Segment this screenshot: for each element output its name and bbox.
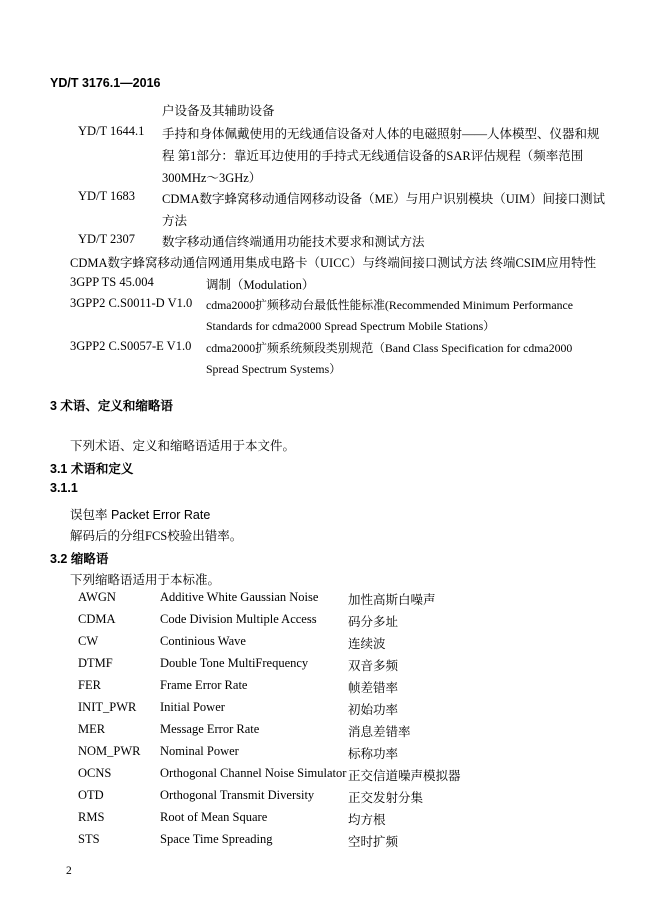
ref-code-yd2307: YD/T 2307: [78, 232, 136, 246]
abbr-english: Continious Wave: [160, 634, 246, 648]
abbreviations-intro: 下列缩略语适用于本标准。: [70, 573, 221, 587]
abbr-chinese: 加性高斯白噪声: [348, 593, 436, 607]
abbr-chinese: 码分多址: [348, 615, 399, 629]
abbr-code: OCNS: [78, 766, 112, 780]
section-3-1-heading: 3.1 术语和定义: [50, 462, 134, 476]
abbr-code: RMS: [78, 810, 105, 824]
abbr-chinese: 空时扩频: [348, 835, 399, 849]
section-3-2-heading: 3.2 缩略语: [50, 552, 109, 566]
ref-code-yd1644: YD/T 1644.1: [78, 124, 145, 138]
abbr-english: Frame Error Rate: [160, 678, 248, 692]
abbr-chinese: 连续波: [348, 637, 386, 651]
ref-code-3gpp2-s0057: 3GPP2 C.S0057-E V1.0: [70, 339, 192, 353]
abbr-english: Code Division Multiple Access: [160, 612, 317, 626]
abbr-code: AWGN: [78, 590, 116, 604]
ref-title-line: Spread Spectrum Systems）: [206, 362, 341, 376]
abbr-code: NOM_PWR: [78, 744, 141, 758]
abbr-english: Message Error Rate: [160, 722, 260, 736]
abbr-code: MER: [78, 722, 106, 736]
ref-title-line: cdma2000扩频移动台最低性能标准(Recommended Minimum Performance: [206, 298, 573, 312]
document-id: YD/T 3176.1—2016: [50, 76, 161, 90]
ref-title-line: 方法: [162, 214, 188, 228]
ref-title-line: 数字移动通信终端通用功能技术要求和测试方法: [162, 235, 425, 249]
ref-title-line: 程 第1部分：靠近耳边使用的手持式无线通信设备的SAR评估规程（频率范围: [162, 149, 584, 163]
ref-cdma-uicc-line: CDMA数字蜂窝移动通信网通用集成电路卡（UICC）与终端间接口测试方法 终端CSIM应用特性: [70, 256, 597, 270]
abbr-chinese: 初始功率: [348, 703, 399, 717]
ref-title-line: CDMA数字蜂窝移动通信网移动设备（ME）与用户识别模块（UIM）间接口测试: [162, 192, 606, 206]
abbr-english: Double Tone MultiFrequency: [160, 656, 309, 670]
abbr-chinese: 均方根: [348, 813, 386, 827]
ref-continuation-line: 户设备及其辅助设备: [162, 104, 275, 118]
ref-title-line: 手持和身体佩戴使用的无线通信设备对人体的电磁照射——人体模型、仪器和规: [162, 127, 600, 141]
ref-code-3gpp45004: 3GPP TS 45.004: [70, 275, 154, 289]
abbr-chinese: 正交发射分集: [348, 791, 424, 805]
ref-title-line: 300MHz～3GHz）: [162, 171, 262, 185]
abbr-chinese: 正交信道噪声模拟器: [348, 769, 461, 783]
abbr-code: FER: [78, 678, 101, 692]
abbr-chinese: 帧差错率: [348, 681, 399, 695]
abbr-code: OTD: [78, 788, 104, 802]
abbr-english: Additive White Gaussian Noise: [160, 590, 319, 604]
ref-code-3gpp2-s0011: 3GPP2 C.S0011-D V1.0: [70, 296, 193, 310]
term-definition: 解码后的分组FCS校验出错率。: [70, 529, 243, 543]
section-3-1-1-heading: 3.1.1: [50, 481, 78, 495]
abbr-code: CW: [78, 634, 99, 648]
abbr-chinese: 标称功率: [348, 747, 399, 761]
term-packet-error-rate: 误包率 Packet Error Rate: [70, 508, 211, 522]
ref-title-line: Standards for cdma2000 Spread Spectrum Mobile Stations）: [206, 319, 495, 333]
abbr-english: Root of Mean Square: [160, 810, 268, 824]
abbr-code: STS: [78, 832, 100, 846]
abbr-code: DTMF: [78, 656, 113, 670]
abbr-english: Space Time Spreading: [160, 832, 273, 846]
abbr-english: Nominal Power: [160, 744, 239, 758]
section-3-heading: 3 术语、定义和缩略语: [50, 399, 173, 413]
abbr-chinese: 消息差错率: [348, 725, 411, 739]
page-number: 2: [66, 865, 72, 877]
abbr-chinese: 双音多频: [348, 659, 399, 673]
ref-code-yd1683: YD/T 1683: [78, 189, 136, 203]
abbr-code: CDMA: [78, 612, 116, 626]
abbr-code: INIT_PWR: [78, 700, 137, 714]
abbr-english: Initial Power: [160, 700, 225, 714]
abbr-english: Orthogonal Transmit Diversity: [160, 788, 315, 802]
ref-title-line: 调制（Modulation）: [206, 278, 315, 292]
section-3-intro: 下列术语、定义和缩略语适用于本文件。: [70, 439, 296, 453]
abbr-english: Orthogonal Channel Noise Simulator: [160, 766, 347, 780]
ref-title-line: cdma2000扩频系统频段类别规范（Band Class Specification for cdma2000: [206, 341, 573, 355]
